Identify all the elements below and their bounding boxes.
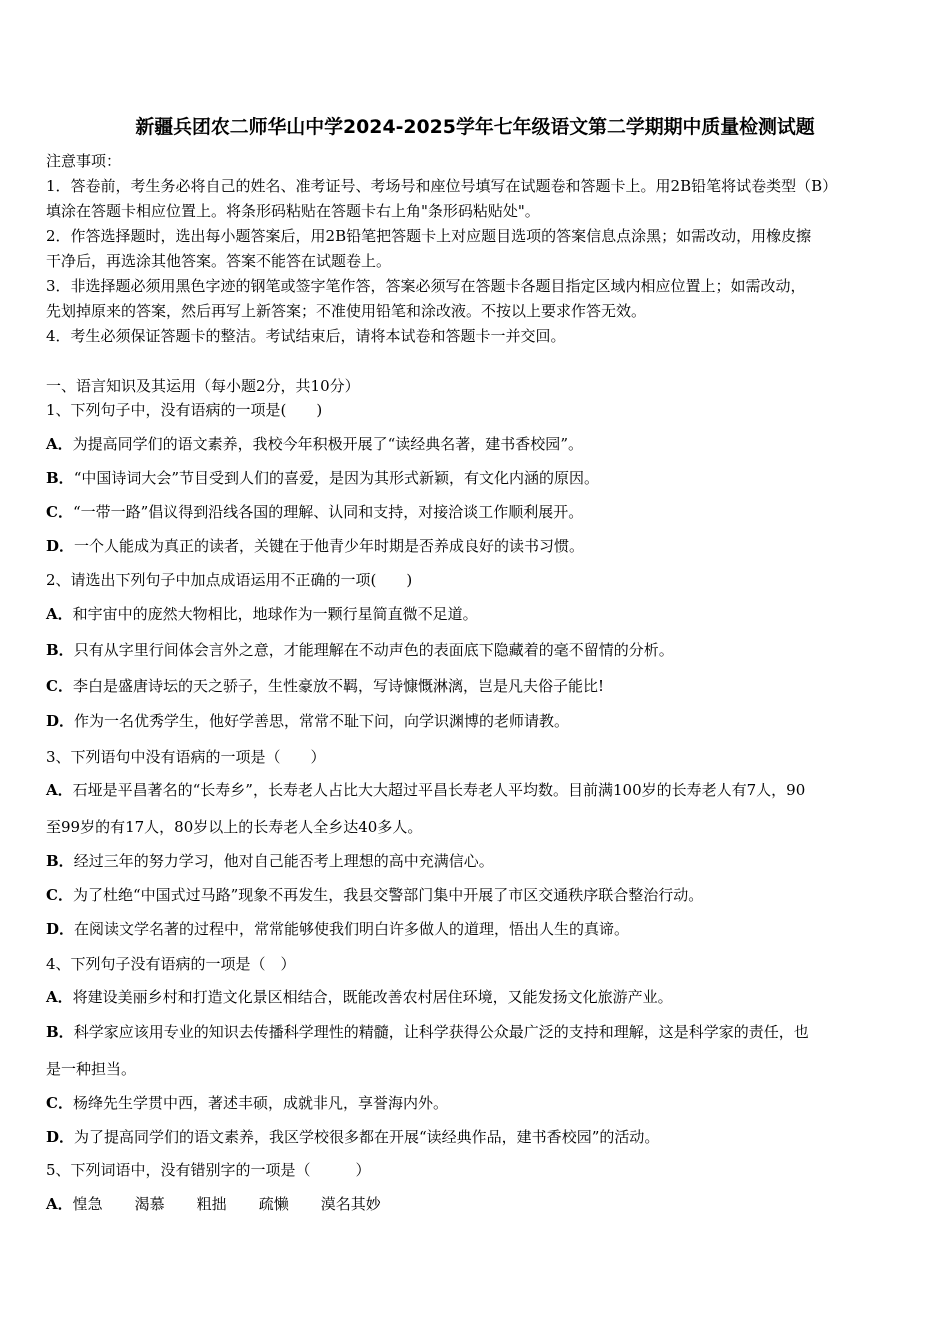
question-1-option-c (46, 503, 583, 521)
question-1-stem: 1、下列句子中，没有语病的一项是( ) (46, 401, 323, 419)
option-text: 作为一名优秀学生，他好学善思，常常不耻下问，向学识渊博的老师请教。 (74, 712, 570, 730)
word-2: 渴慕 (134, 1195, 165, 1213)
notice-line-2: 填涂在答题卡相应位置上。将条形码粘贴在答题卡右上角"条形码粘贴处"。 (46, 202, 540, 220)
option-label: D． (46, 712, 75, 730)
question-4-option-b (46, 1023, 809, 1041)
option-text: 在阅读文学名著的过程中，常常能够使我们明白许多做人的道理，悟出人生的真谛。 (74, 920, 630, 938)
notice-line-7: 4．考生必须保证答题卡的整洁。考试结束后，请将本试卷和答题卡一并交回。 (46, 327, 566, 345)
option-label: D． (46, 920, 75, 938)
question-3-option-a-continued: 至99岁的有17人，80岁以上的长寿老人全乡达40多人。 (46, 818, 423, 836)
question-2-option-d (46, 712, 569, 730)
question-4-option-c (46, 1094, 448, 1112)
question-3-option-a (46, 781, 805, 799)
option-text: “一带一路”倡议得到沿线各国的理解、认同和支持，对接洽谈工作顺利展开。 (72, 503, 584, 521)
question-5-stem: 5、下列词语中，没有错别字的一项是（ ） (46, 1161, 371, 1179)
question-4-option-b-continued: 是一种担当。 (46, 1060, 137, 1078)
option-label: A． (46, 435, 73, 453)
notice-line-6: 先划掉原来的答案，然后再写上新答案；不准使用铅笔和涂改液。不按以上要求作答无效。 (46, 302, 647, 320)
option-text: 为提高同学们的语文素养，我校今年积极开展了“读经典名著，建书香校园”。 (72, 435, 583, 453)
question-4-option-a (46, 988, 673, 1006)
word-1: 惶急 (72, 1195, 103, 1213)
option-label: A． (46, 988, 73, 1006)
option-label: B． (46, 641, 74, 659)
question-1-option-d (46, 537, 584, 555)
question-1-option-a (46, 435, 583, 453)
option-text: 科学家应该用专业的知识去传播科学理性的精髓，让科学获得公众最广泛的支持和理解，这是科学家的责任，也 (73, 1023, 809, 1041)
notice-heading: 注意事项： (46, 152, 122, 170)
option-text: 为了提高同学们的语文素养，我区学校很多都在开展“读经典作品，建书香校园”的活动。 (74, 1128, 660, 1146)
option-label: C． (46, 1094, 73, 1112)
option-label: B． (46, 469, 74, 487)
option-label: A． (46, 1195, 73, 1213)
question-1-option-b (46, 469, 599, 487)
option-text: 李白是盛唐诗坛的天之骄子，生性豪放不羁，写诗慷慨淋漓，岂是凡夫俗子能比! (72, 677, 604, 695)
question-2-option-b (46, 641, 674, 659)
question-4-option-d (46, 1128, 659, 1146)
notice-line-3: 2．作答选择题时，选出每小题答案后，用2B铅笔把答题卡上对应题目选项的答案信息点涂黑；如需改动，用橡皮擦 (46, 227, 812, 245)
word-5: 漠名其妙 (320, 1195, 381, 1213)
option-text: 为了杜绝“中国式过马路”现象不再发生，我县交警部门集中开展了市区交通秩序联合整治行动。 (72, 886, 704, 904)
option-text: “中国诗词大会”节目受到人们的喜爱，是因为其形式新颖，有文化内涵的原因。 (73, 469, 600, 487)
option-label: D． (46, 1128, 75, 1146)
option-text: 将建设美丽乡村和打造文化景区相结合，既能改善农村居住环境，又能发扬文化旅游产业。 (72, 988, 673, 1006)
option-label: C． (46, 677, 73, 695)
option-text: 杨绛先生学贯中西，著述丰硕，成就非凡，享誉海内外。 (72, 1094, 448, 1112)
option-label: B． (46, 1023, 74, 1041)
question-2-stem: 2、请选出下列句子中加点成语运用不正确的一项( ) (46, 571, 413, 589)
option-label: A． (46, 781, 73, 799)
option-text: 和宇宙中的庞然大物相比，地球作为一颗行星简直微不足道。 (72, 605, 478, 623)
option-label: B． (46, 852, 74, 870)
notice-line-5: 3．非选择题必须用黑色字迹的钢笔或签字笔作答，答案必须写在答题卡各题目指定区域内相应位置上；如需改动， (46, 277, 806, 295)
question-3-option-b (46, 852, 494, 870)
option-text: 只有从字里行间体会言外之意，才能理解在不动声色的表面底下隐藏着的毫不留情的分析。 (73, 641, 674, 659)
question-2-option-a (46, 605, 478, 623)
option-label: A． (46, 605, 73, 623)
section-heading: 一、语言知识及其运用（每小题2分，共10分） (46, 377, 360, 395)
option-label: C． (46, 886, 73, 904)
option-text: 经过三年的努力学习，他对自己能否考上理想的高中充满信心。 (73, 852, 494, 870)
word-4: 疏懒 (258, 1195, 289, 1213)
option-text: 石垭是平昌著名的“长寿乡”，长寿老人占比大大超过平昌长寿老人平均数。目前满100岁的长寿老人有7人，90 (72, 781, 806, 799)
option-text: 一个人能成为真正的读者，关键在于他青少年时期是否养成良好的读书习惯。 (74, 537, 585, 555)
option-label: C． (46, 503, 73, 521)
question-5-option-a (46, 1195, 413, 1213)
question-4-stem: 4、下列句子没有语病的一项是（ ） (46, 955, 296, 973)
option-label: D． (46, 537, 75, 555)
question-3-option-c (46, 886, 703, 904)
question-2-option-c (46, 677, 604, 695)
page-title: 新疆兵团农二师华山中学2024-2025学年七年级语文第二学期期中质量检测试题 (135, 116, 815, 138)
question-3-stem: 3、下列语句中没有语病的一项是（ ） (46, 748, 326, 766)
question-3-option-d (46, 920, 629, 938)
word-3: 粗拙 (196, 1195, 227, 1213)
notice-line-4: 干净后，再选涂其他答案。答案不能答在试题卷上。 (46, 252, 392, 270)
notice-line-1: 1．答卷前，考生务必将自己的姓名、准考证号、考场号和座位号填写在试题卷和答题卡上。用2B铅笔将试卷类型（B） (46, 177, 838, 195)
